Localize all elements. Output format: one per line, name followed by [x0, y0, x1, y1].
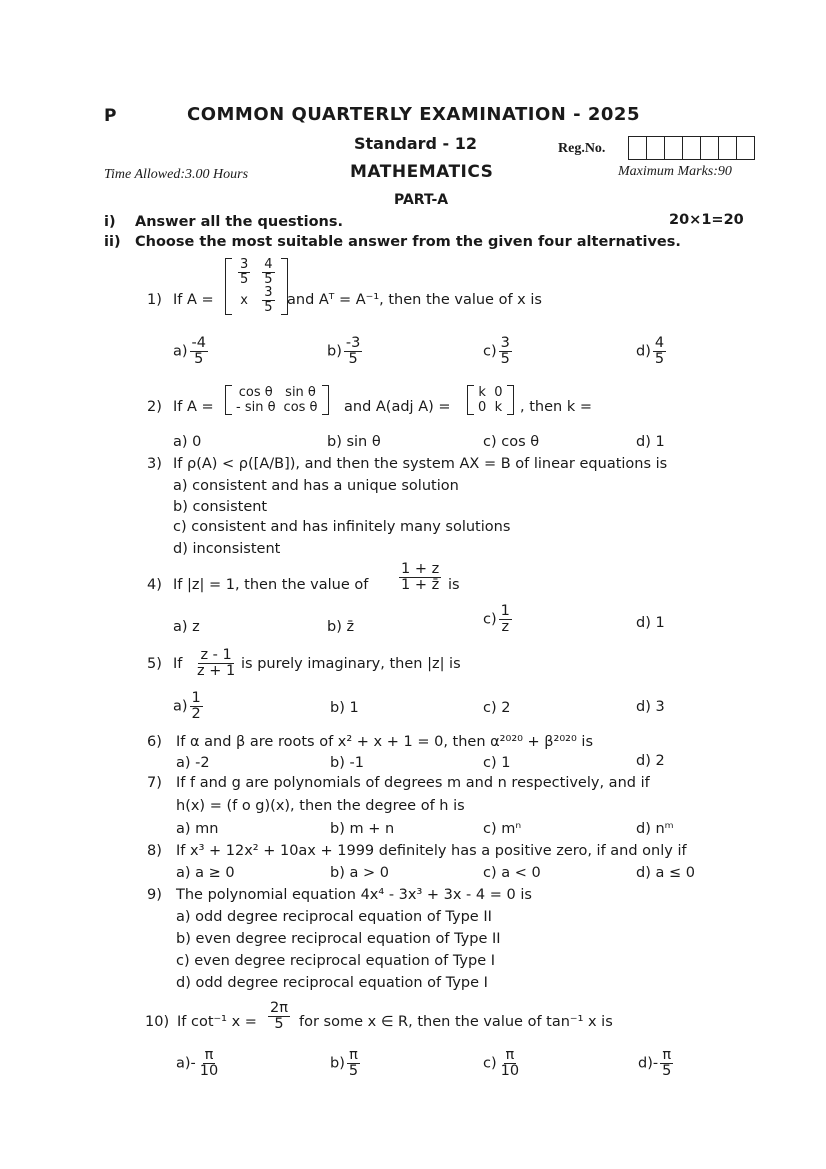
q10-fraction: $\frac{2\pi}{5}$ — [270, 1000, 288, 1033]
q7-text-line2: h(x) = (f o g)(x), then the degree of h is — [176, 798, 465, 814]
q8-number: 8) — [147, 843, 162, 859]
q5-option-c: c) 2 — [483, 700, 511, 716]
reg-no-label: Reg.No. — [558, 141, 606, 156]
q2-matrix-k: k 0 0 k — [467, 385, 514, 415]
q3-text: If ρ(A) < ρ([A/B]), and then the system AX = B of linear equations is — [173, 456, 668, 472]
q3-number: 3) — [147, 456, 162, 472]
q1-option-b: b) $\frac{-3}{5}$ — [327, 335, 361, 368]
q8-option-c: c) a < 0 — [483, 865, 541, 881]
section-marks: 20×1=20 — [669, 212, 744, 228]
instruction-ii: Choose the most suitable answer from the given four alternatives. — [135, 234, 681, 250]
q6-option-c: c) 1 — [483, 755, 511, 771]
q4-lead: If |z| = 1, then the value of — [173, 577, 369, 593]
q7-number: 7) — [147, 775, 162, 791]
q2-option-d: d) 1 — [636, 434, 665, 450]
q2-option-b: b) sin θ — [327, 434, 381, 450]
q5-option-b: b) 1 — [330, 700, 359, 716]
q2-number: 2) — [147, 399, 162, 415]
instruction-i-num: i) — [104, 214, 116, 230]
q3-option-b: b) consistent — [173, 499, 268, 515]
q8-text: If x³ + 12x² + 10ax + 1999 definitely has a positive zero, if and only if — [176, 843, 687, 859]
q7-option-d: d) nᵐ — [636, 821, 674, 837]
q4-option-a: a) z — [173, 619, 200, 635]
q6-option-d: d) 2 — [636, 753, 665, 769]
q4-option-c: c) $\frac{1}{z}$ — [483, 603, 510, 636]
q1-option-a: a) $\frac{-4}{5}$ — [173, 335, 207, 368]
q1-lead: If A = — [173, 292, 214, 308]
q3-option-c: c) consistent and has infinitely many solutions — [173, 519, 511, 535]
q8-option-d: d) a ≤ 0 — [636, 865, 695, 881]
q7-option-a: a) mn — [176, 821, 219, 837]
q1-matrix: $\frac{3}{5}$ $\frac{4}{5}$ x $\frac{3}{5}$ — [225, 258, 288, 315]
q10-option-a: a)- $\frac{\pi}{10}$ — [176, 1047, 219, 1080]
q9-option-d: d) odd degree reciprocal equation of Type I — [176, 975, 488, 991]
q9-option-b: b) even degree reciprocal equation of Type II — [176, 931, 501, 947]
q6-option-b: b) -1 — [330, 755, 364, 771]
q2-option-a: a) 0 — [173, 434, 202, 450]
q1-option-c: c) $\frac{3}{5}$ — [483, 335, 510, 368]
instruction-ii-num: ii) — [104, 234, 121, 250]
q6-text: If α and β are roots of x² + x + 1 = 0, then α²⁰²⁰ + β²⁰²⁰ is — [176, 734, 594, 750]
q2-lead: If A = — [173, 399, 214, 415]
q4-option-d: d) 1 — [636, 615, 665, 631]
q10-tail: for some x ∈ R, then the value of tan⁻¹ x is — [299, 1014, 613, 1030]
standard: Standard - 12 — [354, 134, 477, 153]
q5-option-d: d) 3 — [636, 699, 665, 715]
q2-middle-text: and A(adj A) = — [344, 399, 451, 415]
q2-tail: , then k = — [520, 399, 592, 415]
q9-option-c: c) even degree reciprocal equation of Type I — [176, 953, 496, 969]
instruction-i: Answer all the questions. — [135, 214, 344, 230]
q9-text: The polynomial equation 4x⁴ - 3x³ + 3x - 4 = 0 is — [176, 887, 532, 903]
q1-option-d: d) $\frac{4}{5}$ — [636, 335, 665, 368]
q4-option-b: b) z̄ — [327, 619, 355, 635]
q4-number: 4) — [147, 577, 162, 593]
q10-lead: If cot⁻¹ x = — [177, 1014, 257, 1030]
q5-fraction: $\frac{z - 1}{z + 1}$ — [197, 647, 236, 680]
part-label: PART-A — [394, 192, 449, 208]
q7-option-c: c) mⁿ — [483, 821, 522, 837]
q3-option-d: d) inconsistent — [173, 541, 281, 557]
q9-number: 9) — [147, 887, 162, 903]
time-allowed: Time Allowed:3.00 Hours — [104, 167, 249, 182]
reg-no-boxes — [628, 136, 755, 163]
q6-option-a: a) -2 — [176, 755, 210, 771]
q4-fraction: $\frac{1 + z}{1 + z̄}$ — [401, 561, 440, 594]
q8-option-a: a) a ≥ 0 — [176, 865, 235, 881]
q3-option-a: a) consistent and has a unique solution — [173, 478, 459, 494]
max-marks: Maximum Marks:90 — [618, 164, 732, 179]
q10-option-d: d)- $\frac{\pi}{5}$ — [638, 1047, 672, 1080]
q10-option-b: b) $\frac{\pi}{5}$ — [330, 1047, 359, 1080]
q7-option-b: b) m + n — [330, 821, 395, 837]
q5-number: 5) — [147, 656, 162, 672]
q10-option-c: c) $\frac{\pi}{10}$ — [483, 1047, 520, 1080]
q5-tail: is purely imaginary, then |z| is — [241, 656, 461, 672]
q6-number: 6) — [147, 734, 162, 750]
q5-lead: If — [173, 656, 183, 672]
exam-title: COMMON QUARTERLY EXAMINATION - 2025 — [187, 104, 640, 125]
q10-number: 10) — [145, 1014, 170, 1030]
q1-number: 1) — [147, 292, 162, 308]
q7-text-line1: If f and g are polynomials of degrees m and n respectively, and if — [176, 775, 650, 791]
q1-text: and Aᵀ = A⁻¹, then the value of x is — [287, 292, 542, 308]
q2-option-c: c) cos θ — [483, 434, 540, 450]
q2-matrix-a: cos θ sin θ - sin θ cos θ — [225, 385, 329, 415]
series-code: P — [104, 106, 117, 126]
q8-option-b: b) a > 0 — [330, 865, 389, 881]
q9-option-a: a) odd degree reciprocal equation of Type II — [176, 909, 492, 925]
q5-option-a: a) $\frac{1}{2}$ — [173, 690, 201, 723]
q4-tail: is — [448, 577, 460, 593]
subject: MATHEMATICS — [350, 162, 494, 182]
